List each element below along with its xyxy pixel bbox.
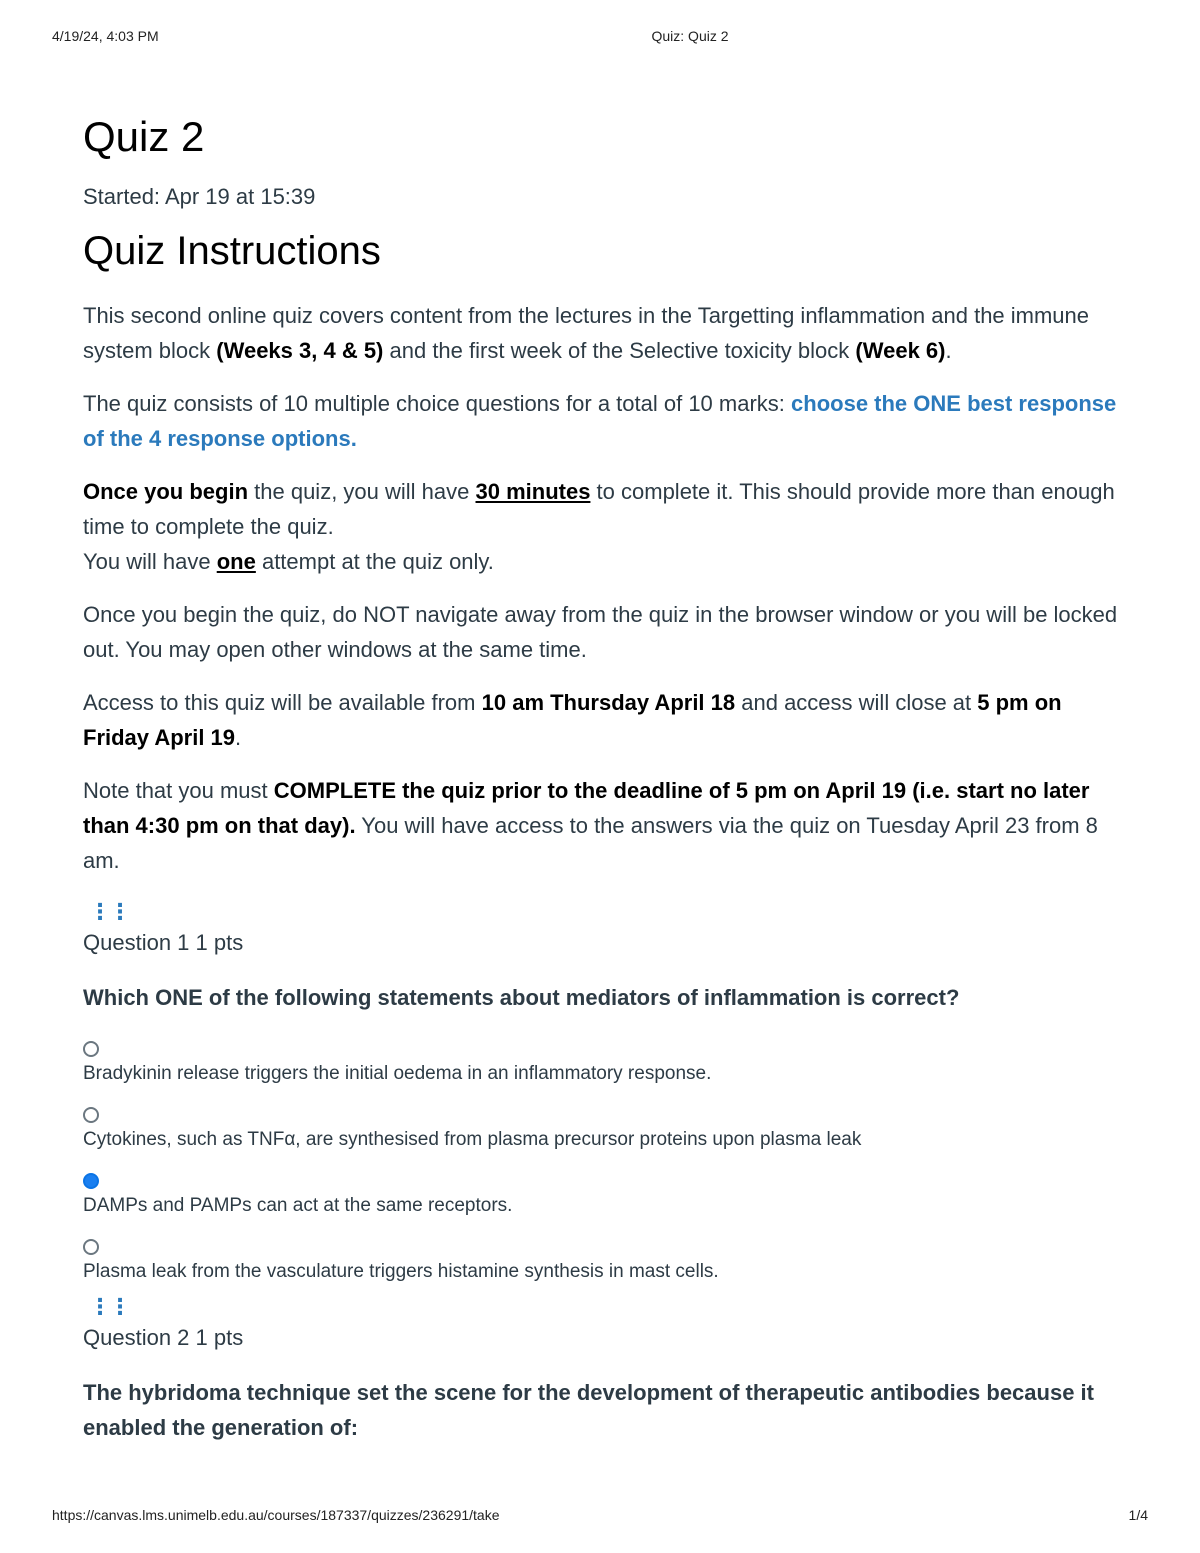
answer-option[interactable] (83, 1239, 1123, 1285)
print-url: https://canvas.lms.unimelb.edu.au/courses/187337/quizzes/236291/take (52, 1507, 500, 1523)
radio-button[interactable] (83, 1239, 99, 1255)
question-header: Question 1 1 pts (83, 930, 244, 955)
instructions-paragraph-format: The quiz consists of 10 multiple choice questions for a total of 10 marks: choose the ONE best response of the 4 response options. (83, 391, 1117, 451)
answer-option[interactable] (83, 1107, 1123, 1153)
answer-option-label[interactable]: Bradykinin release triggers the initial oedema in an inflammatory response. (83, 1063, 712, 1084)
question-1 (83, 900, 1123, 1285)
print-date: 4/19/24, 4:03 PM (52, 28, 159, 44)
quiz-started-time: Started: Apr 19 at 15:39 (83, 184, 316, 209)
question-text: The hybridoma technique set the scene for the development of therapeutic antibodies because it enabled the generation of: (83, 1380, 1094, 1440)
drag-handle-icon[interactable]: ⋮⋮ (89, 899, 129, 924)
answer-option-label[interactable]: DAMPs and PAMPs can act at the same receptors. (83, 1195, 513, 1216)
drag-handle-icon[interactable]: ⋮⋮ (89, 1294, 129, 1319)
answer-options (83, 1041, 1123, 1285)
quiz-content (83, 110, 1123, 1445)
instructions-paragraph-deadline: Note that you must COMPLETE the quiz prior to the deadline of 5 pm on April 19 (i.e. start no later than 4:30 pm on that day). You will have access to the answers via the quiz on Tuesday April 23 from 8 am. (83, 778, 1098, 873)
question-2 (83, 1295, 1123, 1445)
question-text: Which ONE of the following statements about mediators of inflammation is correct? (83, 985, 960, 1010)
radio-button-selected[interactable] (83, 1173, 99, 1189)
answer-option-label[interactable]: Plasma leak from the vasculature triggers histamine synthesis in mast cells. (83, 1261, 719, 1282)
quiz-title: Quiz 2 (83, 113, 205, 160)
print-page-number: 1/4 (1128, 1507, 1148, 1523)
instructions-paragraph-coverage: This second online quiz covers content from the lectures in the Targetting inflammation and the immune system block (Weeks 3, 4 & 5) and the first week of the Selective toxicity block (Week 6). (83, 303, 1090, 363)
question-header: Question 2 1 pts (83, 1325, 244, 1350)
answer-option[interactable] (83, 1173, 1123, 1219)
instructions-paragraph-access: Access to this quiz will be available from 10 am Thursday April 18 and access will close at 5 pm on Friday April 19. (83, 690, 1062, 750)
radio-button[interactable] (83, 1041, 99, 1057)
response-instruction-highlight: choose the ONE best response of the 4 response options. (83, 391, 1117, 451)
instructions-paragraph-navigation: Once you begin the quiz, do NOT navigate away from the quiz in the browser window or you will be locked out. You may open other windows at the same time. (83, 602, 1118, 662)
instructions-paragraph-time: Once you begin the quiz, you will have 30 minutes to complete it. This should provide more than enough time to complete the quiz. You will have one attempt at the quiz only. (83, 479, 1115, 574)
instructions-heading: Quiz Instructions (83, 229, 381, 273)
print-footer (0, 1507, 1200, 1527)
answer-option[interactable] (83, 1041, 1123, 1087)
print-page-title: Quiz: Quiz 2 (651, 28, 729, 44)
print-header (0, 28, 1200, 48)
answer-option-label[interactable]: Cytokines, such as TNFα, are synthesised from plasma precursor proteins upon plasma leak (83, 1129, 862, 1150)
radio-button[interactable] (83, 1107, 99, 1123)
